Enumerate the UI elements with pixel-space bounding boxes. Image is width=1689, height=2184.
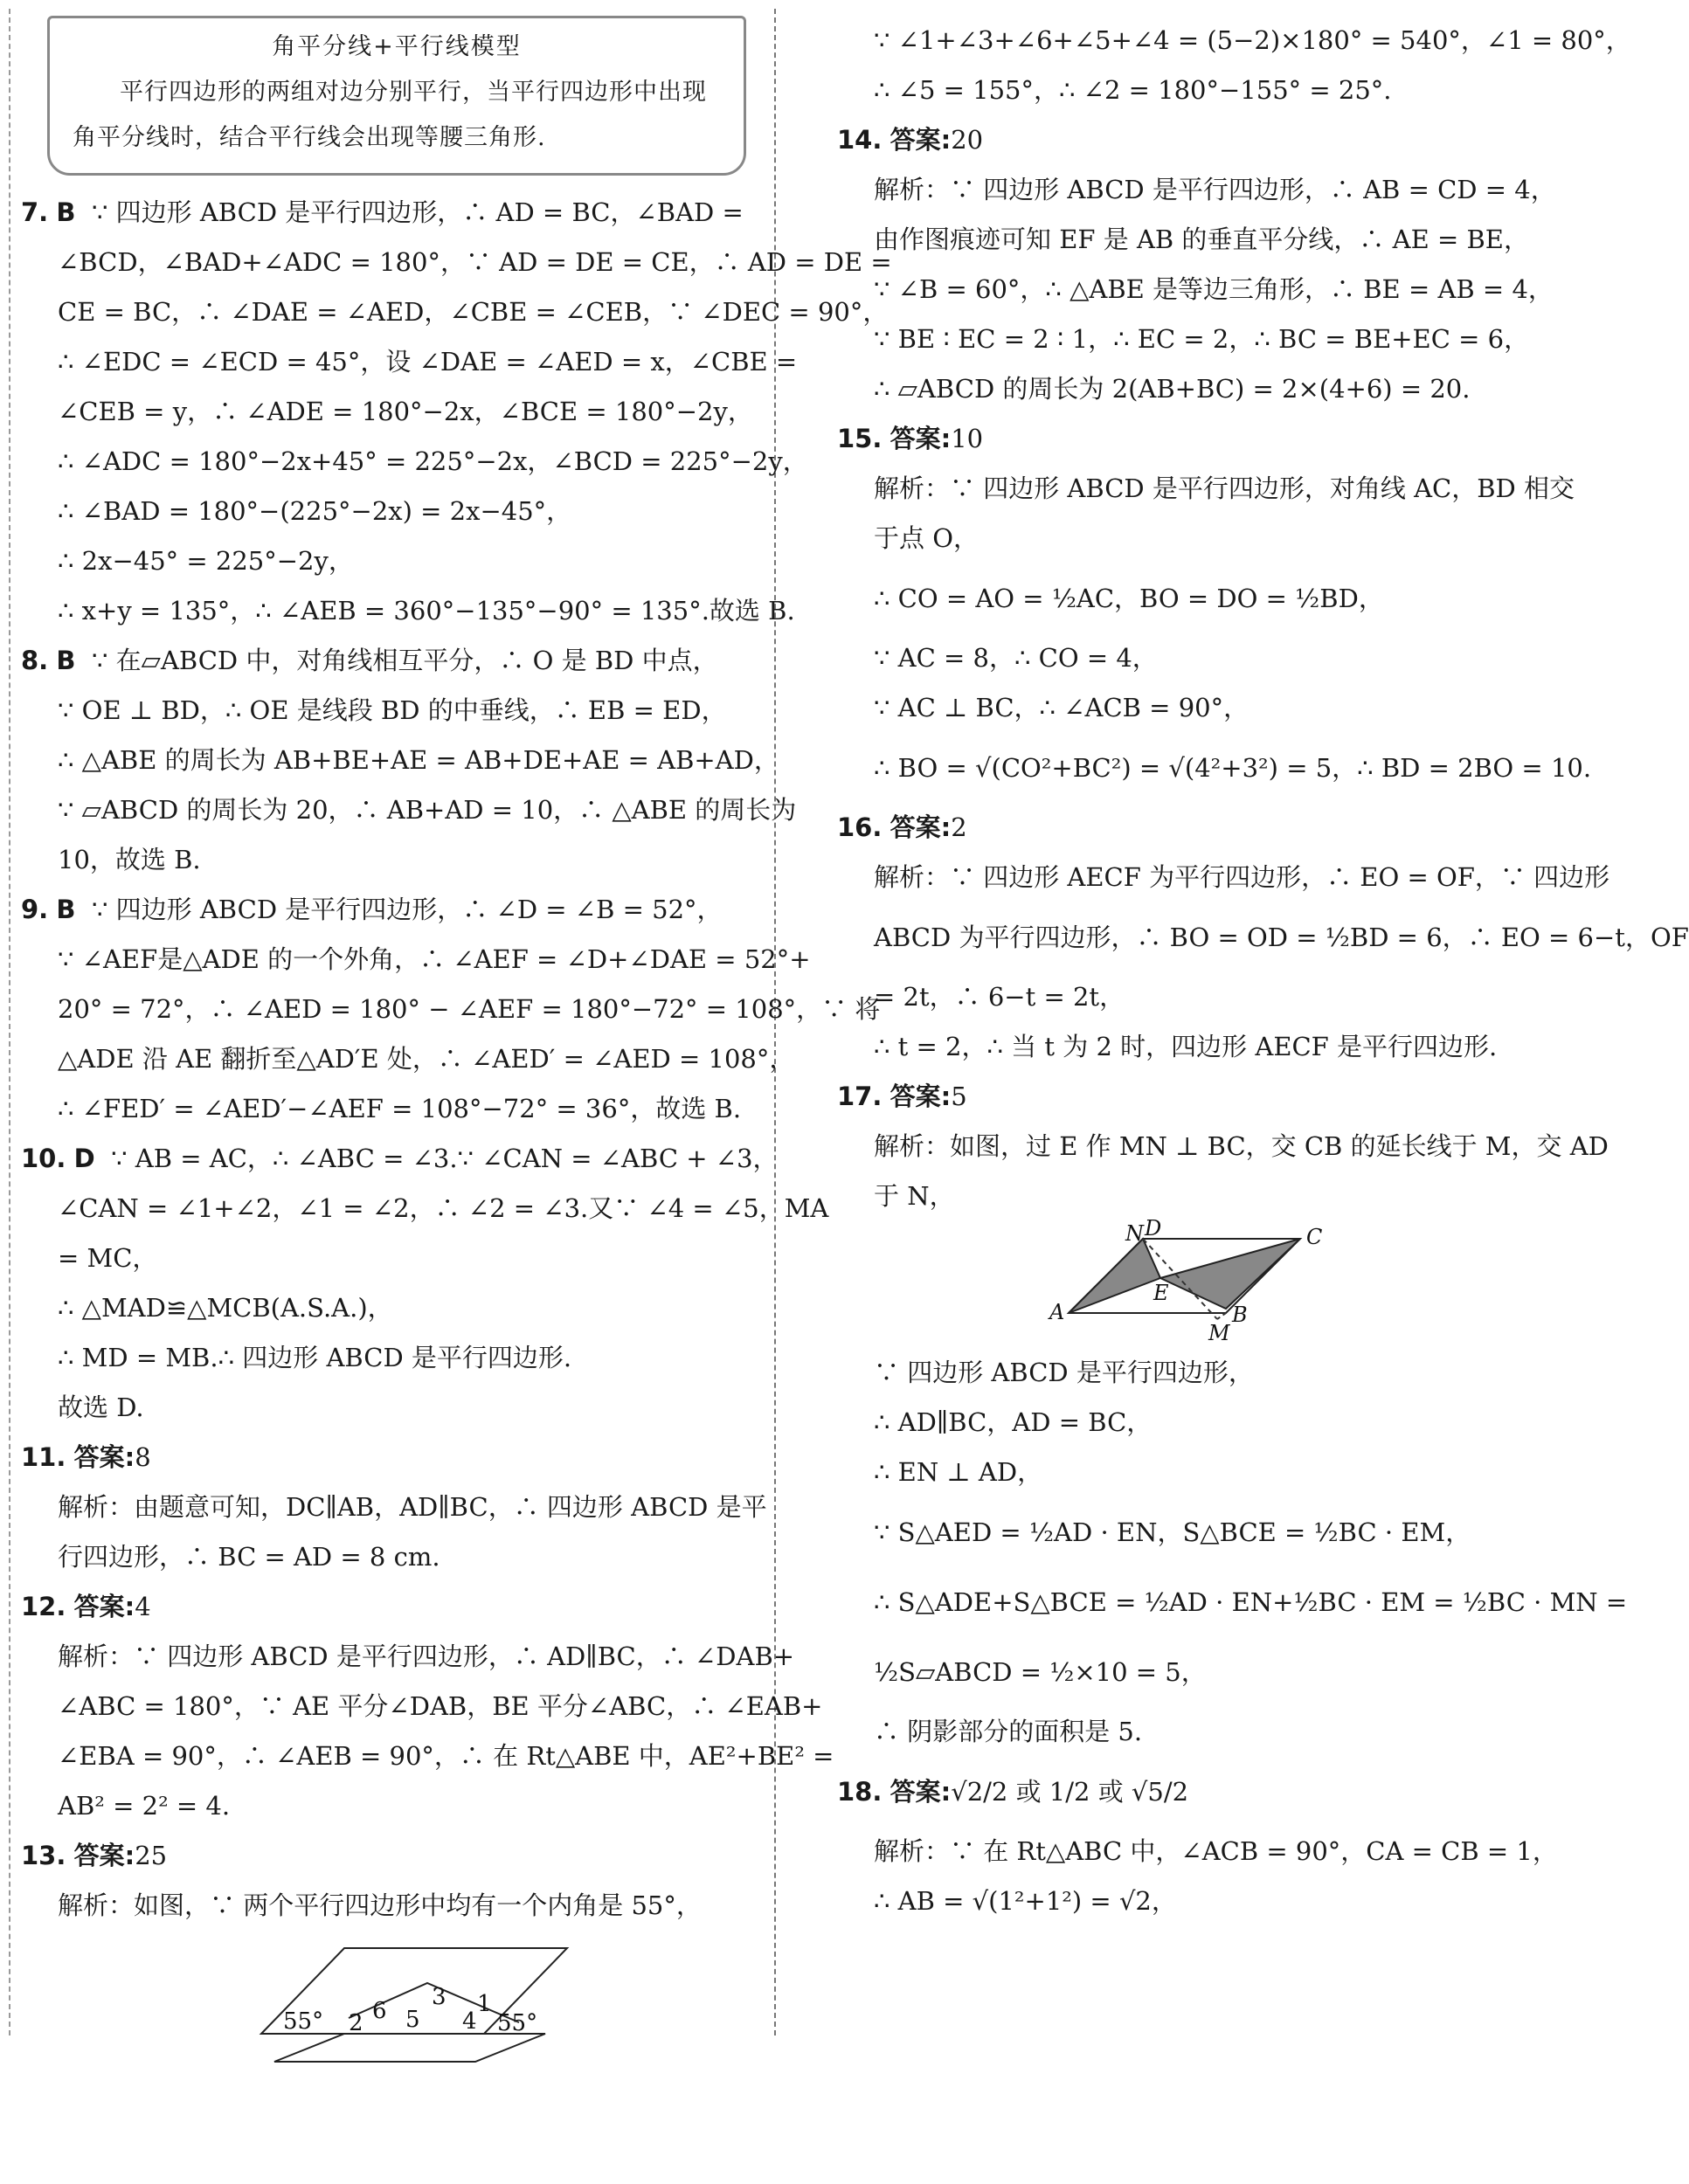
solution-line: 解析：∵ 四边形 ABCD 是平行四边形，∴ AD∥BC，∴ ∠DAB+ bbox=[58, 1641, 795, 1671]
parallelogram-right-outline bbox=[274, 2034, 545, 2062]
solution-line: ∴ ∠BAD = 180°−(225°−2x) = 2x−45°， bbox=[58, 496, 572, 526]
question-number: 13. bbox=[21, 1841, 66, 1870]
model-tip-title: 角平分线+平行线模型 bbox=[272, 33, 522, 60]
solution-line: ∵ ∠B = 60°，∴ △ABE 是等边三角形，∴ BE = AB = 4， bbox=[874, 274, 1554, 304]
angle-label: 4 bbox=[462, 2008, 477, 2035]
question-14: 14. 答案:20 解析：∵ 四边形 ABCD 是平行四边形，∴ AB = CD = 4， 由作图痕迹可知 EF 是 AB 的垂直平分线，∴ AE = BE， ∵ ∠B = 60°，∴ △ABE 是等边三角形，∴ BE = AB = 4， ∵ BE ∶ EC = 2 ∶ 1，∴ EC = 2，∴ BC = BE+EC = 6， ∴ ▱ABCD 的周长为 2(AB+BC) = 2×(4+6) = 20. bbox=[837, 115, 1562, 414]
solution-line: ∴ ∠5 = 155°，∴ ∠2 = 180°−155° = 25°. bbox=[874, 75, 1392, 105]
model-tip-box bbox=[47, 16, 746, 176]
solution-line: ∵ BE ∶ EC = 2 ∶ 1，∴ EC = 2，∴ BC = BE+EC = 6， bbox=[874, 324, 1530, 354]
solution-line: ∴ BO = √(CO²+BC²) = √(4²+3²) = 5，∴ BD = 2BO = 10. bbox=[874, 753, 1592, 783]
answer-choice: D bbox=[73, 1144, 95, 1173]
solution-line: ∴ EN ⊥ AD， bbox=[874, 1457, 1043, 1487]
shaded-triangle-bce bbox=[1160, 1239, 1300, 1309]
solution-line: 故选 D. bbox=[58, 1393, 144, 1422]
solution-line: ∵ AC ⊥ BC，∴ ∠ACB = 90°， bbox=[874, 693, 1249, 722]
angle-label: 2 bbox=[349, 2010, 363, 2036]
point-label: D bbox=[1145, 1216, 1162, 1241]
solution-line: ∵ AB = AC，∴ ∠ABC = ∠3.∵ ∠CAN = ∠ABC + ∠3， bbox=[111, 1144, 779, 1173]
solution-line: 20° = 72°，∴ ∠AED = 180° − ∠AEF = 180°−72° = 108°，∵ 将 bbox=[58, 994, 881, 1024]
solution-line: ∴ △MAD≌△MCB(A.S.A.)， bbox=[58, 1293, 393, 1323]
question-12: 12. 答案:4 解析：∵ 四边形 ABCD 是平行四边形，∴ AD∥BC，∴ ∠DAB+ ∠ABC = 180°，∵ AE 平分∠DAB，BE 平分∠ABC，∴ ∠EAB+ ∠EBA = 90°，∴ ∠AEB = 90°，∴ 在 Rt△ABE 中，AE²+BE² = AB² = 2² = 4. bbox=[21, 1582, 764, 1831]
solution-line: ∴ ▱ABCD 的周长为 2(AB+BC) = 2×(4+6) = 20. bbox=[874, 374, 1471, 404]
question-13: 13. 答案:25 解析：如图，∵ 两个平行四边形中均有一个内角是 55°， 55° 2 6 5 3 1 4 55° bbox=[21, 1831, 764, 2062]
question-number: 9. bbox=[21, 895, 49, 924]
answer-label: 答案 bbox=[889, 125, 941, 155]
solution-line: ∠CEB = y，∴ ∠ADE = 180°−2x，∠BCE = 180°−2y， bbox=[58, 397, 753, 426]
angle-label: 3 bbox=[432, 1984, 446, 2010]
question-number: 10. bbox=[21, 1144, 66, 1173]
point-label: N bbox=[1125, 1221, 1144, 1246]
solution-line: ∵ ▱ABCD 的周长为 20，∴ AB+AD = 10，∴ △ABE 的周长为 bbox=[58, 795, 797, 825]
solution-line: ∵ 在▱ABCD 中，对角线相互平分，∴ O 是 BD 中点， bbox=[91, 646, 718, 675]
solution-line: ∴ △ABE 的周长为 AB+BE+AE = AB+DE+AE = AB+AD， bbox=[58, 745, 779, 775]
answer-value: 4 bbox=[135, 1592, 151, 1621]
solution-line: 解析：∵ 四边形 ABCD 是平行四边形，∴ AB = CD = 4， bbox=[874, 175, 1556, 204]
solution-line: △ADE 沿 AE 翻折至△AD′E 处，∴ ∠AED′ = ∠AED = 108°， bbox=[58, 1044, 795, 1074]
solution-line: ∴ AB = √(1²+1²) = √2， bbox=[874, 1886, 1177, 1916]
solution-line: 解析：如图，∵ 两个平行四边形中均有一个内角是 55°， bbox=[58, 1890, 702, 1920]
solution-line: 由作图痕迹可知 EF 是 AB 的垂直平分线，∴ AE = BE， bbox=[874, 225, 1529, 254]
question-16: 16. 答案:2 解析：∵ 四边形 AECF 为平行四边形，∴ EO = OF，∵ 四边形 ABCD 为平行四边形，∴ BO = OD = ½BD = 6，∴ EO = 6−t，OF = 2t，∴ 6−t = 2t， ∴ t = 2，∴ 当 t 为 2 时，四边形 AECF 是平行四边形. bbox=[837, 803, 1562, 1072]
answer-label: 答案 bbox=[889, 1777, 941, 1807]
answer-label: 答案 bbox=[889, 812, 941, 842]
answer-value: √2/2 或 1/2 或 √5/2 bbox=[951, 1777, 1189, 1807]
solution-line: ∵ AC = 8，∴ CO = 4， bbox=[874, 643, 1158, 673]
question-number: 11. bbox=[21, 1442, 66, 1472]
answer-label: 答案 bbox=[73, 1841, 125, 1870]
solution-line: 解析：∵ 四边形 AECF 为平行四边形，∴ EO = OF，∵ 四边形 bbox=[874, 862, 1610, 892]
solution-line: 解析：由题意可知，DC∥AB，AD∥BC，∴ 四边形 ABCD 是平 bbox=[58, 1492, 767, 1522]
point-label: M bbox=[1208, 1321, 1230, 1345]
question-18: 18. 答案:√2/2 或 1/2 或 √5/2 解析：∵ 在 Rt△ABC 中，∠ACB = 90°，CA = CB = 1， ∴ AB = √(1²+1²) = √2， bbox=[837, 1757, 1562, 1926]
solution-line: ∵ 四边形 ABCD 是平行四边形，∴ ∠D = ∠B = 52°， bbox=[91, 895, 723, 924]
solution-line: ∴ ∠FED′ = ∠AED′−∠AEF = 108°−72° = 36°，故选 B. bbox=[58, 1094, 742, 1123]
question-10 bbox=[21, 1134, 829, 1433]
answer-value: 25 bbox=[135, 1841, 168, 1870]
solution-line: ∴ MD = MB.∴ 四边形 ABCD 是平行四边形. bbox=[58, 1343, 572, 1372]
answer-label: 答案 bbox=[73, 1442, 125, 1472]
solution-line: ∠CAN = ∠1+∠2，∠1 = ∠2，∴ ∠2 = ∠3.又∵ ∠4 = ∠5，MA bbox=[58, 1193, 829, 1223]
solution-line: ∠ABC = 180°，∵ AE 平分∠DAB，BE 平分∠ABC，∴ ∠EAB+ bbox=[58, 1691, 823, 1721]
question-number: 14. bbox=[837, 125, 883, 155]
model-tip-body: 平行四边形的两组对边分别平行，当平行四边形中出现角平分线时，结合平行线会出现等腰三角形. bbox=[73, 79, 707, 151]
shaded-triangle-aed bbox=[1069, 1239, 1160, 1313]
solution-line: = 2t，∴ 6−t = 2t， bbox=[874, 982, 1125, 1012]
solution-line: ∴ S△ADE+S△BCE = ½AD · EN+½BC · EM = ½BC · MN = bbox=[874, 1587, 1628, 1617]
solution-line: ∴ ∠EDC = ∠ECD = 45°，设 ∠DAE = ∠AED = x，∠CBE = bbox=[58, 347, 798, 377]
question-number: 12. bbox=[21, 1592, 66, 1621]
answer-value: 8 bbox=[135, 1442, 151, 1472]
binding-edge bbox=[9, 9, 10, 2035]
solution-line: ∴ CO = AO = ½AC，BO = DO = ½BD， bbox=[874, 584, 1384, 613]
answer-value: 10 bbox=[951, 424, 984, 453]
solution-line: ∠EBA = 90°，∴ ∠AEB = 90°，∴ 在 Rt△ABE 中，AE²+BE² = bbox=[58, 1741, 834, 1771]
angle-label: 5 bbox=[405, 2007, 420, 2033]
point-label: B bbox=[1232, 1303, 1248, 1327]
extension-line bbox=[1217, 1313, 1226, 1319]
question-number: 17. bbox=[837, 1082, 883, 1111]
solution-line: CE = BC，∴ ∠DAE = ∠AED，∠CBE = ∠CEB，∵ ∠DEC = 90°， bbox=[58, 297, 889, 327]
point-label: A bbox=[1049, 1300, 1065, 1324]
question-number: 16. bbox=[837, 812, 883, 842]
solution-line: ∵ 四边形 ABCD 是平行四边形， bbox=[874, 1358, 1254, 1387]
solution-line: ∴ 2x−45° = 225°−2y， bbox=[58, 546, 354, 576]
solution-line: ∵ ∠1+∠3+∠6+∠5+∠4 = (5−2)×180° = 540°，∠1 = 80°， bbox=[874, 25, 1631, 55]
solution-line: 行四边形，∴ BC = AD = 8 cm. bbox=[58, 1542, 440, 1572]
question-17: 17. 答案:5 解析：如图，过 E 作 MN ⊥ BC，交 CB 的延长线于 M，交 AD 于 N， N D C E A B M ∵ 四边形 ABCD 是平行四边形， ∴ AD∥BC，AD = BC， ∴ EN ⊥ AD， ∵ S△AED = ½AD · EN，S△BCE = ½BC · EM， ∴ S△ADE+S△BCE = ½AD · EN+½BC · EM = ½BC · MN = ½S▱ABCD = ½×10 = 5， ∴ 阴影部分的面积是 5. bbox=[837, 1072, 1562, 1757]
solution-line: ∵ OE ⊥ BD，∴ OE 是线段 BD 的中垂线，∴ EB = ED， bbox=[58, 695, 727, 725]
solution-line: ∴ AD∥BC，AD = BC， bbox=[874, 1407, 1153, 1437]
answer-choice: B bbox=[56, 197, 76, 227]
solution-line: ∵ 四边形 ABCD 是平行四边形，∴ AD = BC，∠BAD = bbox=[91, 197, 744, 227]
solution-line: ∴ x+y = 135°，∴ ∠AEB = 360°−135°−90° = 135°.故选 B. bbox=[58, 596, 795, 625]
solution-line: ½S▱ABCD = ½×10 = 5， bbox=[874, 1657, 1207, 1687]
solution-line: 解析：如图，过 E 作 MN ⊥ BC，交 CB 的延长线于 M，交 AD bbox=[874, 1131, 1609, 1161]
question-11: 11. 答案:8 解析：由题意可知，DC∥AB，AD∥BC，∴ 四边形 ABCD 是平 行四边形，∴ BC = AD = 8 cm. bbox=[21, 1433, 764, 1582]
question-number: 8. bbox=[21, 646, 49, 675]
parallelograms-figure bbox=[21, 1931, 764, 2062]
question-number: 18. bbox=[837, 1777, 883, 1807]
answer-label: 答案 bbox=[889, 1082, 941, 1111]
solution-line: 于 N， bbox=[874, 1181, 955, 1211]
answer-label: 答案 bbox=[73, 1592, 125, 1621]
solution-line: 解析：∵ 四边形 ABCD 是平行四边形，对角线 AC，BD 相交 bbox=[874, 473, 1575, 503]
answer-choice: B bbox=[56, 646, 76, 675]
question-8 bbox=[21, 636, 797, 885]
angle-label: 55° bbox=[497, 2010, 538, 2036]
solution-line: 于点 O， bbox=[874, 523, 979, 553]
answer-value: 5 bbox=[951, 1082, 967, 1111]
solution-line: ∠BCD，∠BAD+∠ADC = 180°，∵ AD = DE = CE，∴ AD = DE = bbox=[58, 247, 892, 277]
question-number: 7. bbox=[21, 197, 49, 227]
shaded-parallelogram-figure bbox=[837, 1216, 1562, 1348]
angle-label: 1 bbox=[477, 1991, 492, 2017]
solution-line: ABCD 为平行四边形，∴ BO = OD = ½BD = 6，∴ EO = 6−t，OF bbox=[874, 923, 1689, 952]
solution-line: ∴ t = 2，∴ 当 t 为 2 时，四边形 AECF 是平行四边形. bbox=[874, 1032, 1498, 1061]
answer-value: 2 bbox=[951, 812, 967, 842]
solution-line: ∵ S△AED = ½AD · EN，S△BCE = ½BC · EM， bbox=[874, 1517, 1471, 1547]
solution-line: AB² = 2² = 4. bbox=[58, 1791, 231, 1821]
question-number: 15. bbox=[837, 424, 883, 453]
answer-choice: B bbox=[56, 895, 76, 924]
right-column bbox=[837, 16, 1689, 1926]
angle-label: 55° bbox=[283, 2008, 324, 2035]
solution-line: ∴ ∠ADC = 180°−2x+45° = 225°−2x，∠BCD = 225°−2y， bbox=[58, 446, 808, 476]
answer-value: 20 bbox=[951, 125, 984, 155]
solution-line: 解析：∵ 在 Rt△ABC 中，∠ACB = 90°，CA = CB = 1， bbox=[874, 1836, 1558, 1866]
solution-line: 10，故选 B. bbox=[58, 845, 201, 874]
point-label: E bbox=[1153, 1281, 1169, 1305]
solution-line: ∵ ∠AEF是△ADE 的一个外角，∴ ∠AEF = ∠D+∠DAE = 52°+ bbox=[58, 944, 811, 974]
solution-line: ∴ 阴影部分的面积是 5. bbox=[874, 1717, 1143, 1746]
question-15: 15. 答案:10 解析：∵ 四边形 ABCD 是平行四边形，对角线 AC，BD 相交 于点 O， ∴ CO = AO = ½AC，BO = DO = ½BD， ∵ AC = 8，∴ CO = 4， ∵ AC ⊥ BC，∴ ∠ACB = 90°， ∴ BO = √(CO²+BC²) = √(4²+3²) = 5，∴ BD = 2BO = 10. bbox=[837, 414, 1562, 803]
angle-label: 6 bbox=[372, 1998, 387, 2024]
solution-line: = MC， bbox=[58, 1243, 158, 1273]
point-label: C bbox=[1306, 1225, 1323, 1249]
answer-label: 答案 bbox=[889, 424, 941, 453]
